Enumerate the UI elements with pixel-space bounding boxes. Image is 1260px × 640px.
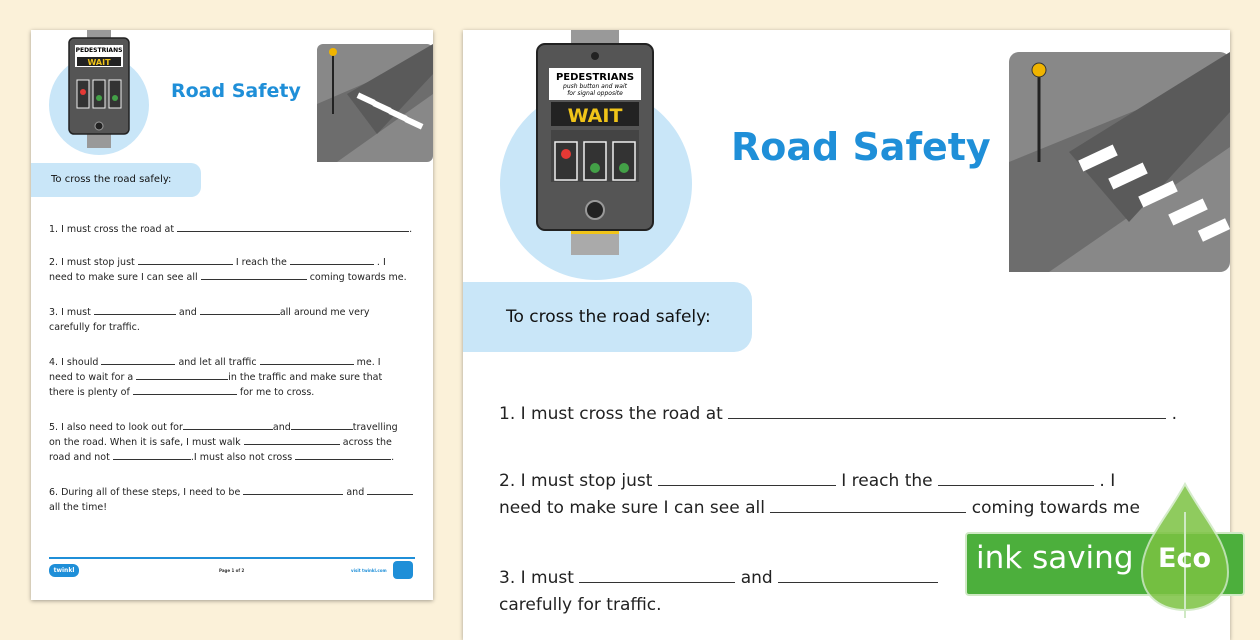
- question-5: 5. I also need to look out for and travelling on the road. When it is safe, I must walk across the road and not .I must also not cross .: [49, 422, 398, 463]
- pedestrian-signal-icon: [535, 30, 655, 255]
- answer-blank[interactable]: [138, 256, 233, 265]
- eco-label: Eco: [1158, 543, 1211, 574]
- question-1: 1. I must cross the road at .: [499, 404, 1178, 424]
- ink-saving-label: ink saving: [976, 540, 1134, 576]
- signal-heading: PEDESTRIANS: [75, 47, 123, 54]
- footer-divider: [49, 557, 415, 559]
- page-title: Road Safety: [171, 80, 301, 102]
- answer-blank[interactable]: [291, 421, 353, 430]
- answer-blank[interactable]: [778, 568, 938, 583]
- twinkl-badge-icon: [393, 561, 413, 579]
- answer-blank[interactable]: [295, 451, 391, 460]
- page-title: Road Safety: [731, 125, 991, 169]
- answer-blank[interactable]: [133, 386, 237, 395]
- answer-blank[interactable]: [183, 421, 273, 430]
- instructions-banner: To cross the road safely:: [463, 282, 752, 352]
- signal-subtext: push button and wait: [563, 83, 627, 90]
- answer-blank[interactable]: [728, 404, 1166, 419]
- answer-blank[interactable]: [113, 451, 191, 460]
- answer-blank[interactable]: [177, 223, 409, 232]
- question-1: 1. I must cross the road at .: [49, 224, 413, 235]
- zebra-crossing-illustration: [317, 44, 433, 162]
- question-4: 4. I should and let all traffic me. I need to wait for a in the traffic and make sure that there is plenty of for me to cross.: [49, 357, 383, 398]
- question-3: 3. I must and carefully for traffic.: [499, 565, 938, 619]
- instructions-banner: To cross the road safely:: [31, 163, 201, 197]
- signal-wait: WAIT: [567, 105, 623, 127]
- questions-list: [49, 222, 413, 515]
- signal-heading: PEDESTRIANS: [555, 72, 635, 83]
- signal-wait: WAIT: [87, 58, 111, 67]
- answer-blank[interactable]: [770, 498, 966, 513]
- pedestrian-signal-icon: [67, 30, 131, 148]
- question-3: 3. I must and all around me very carefully for traffic.: [49, 307, 370, 333]
- answer-blank[interactable]: [136, 371, 228, 380]
- twinkl-logo: twinkl: [49, 564, 79, 577]
- answer-blank[interactable]: [201, 271, 307, 280]
- answer-blank[interactable]: [367, 486, 413, 495]
- answer-blank[interactable]: [101, 356, 175, 365]
- answer-blank[interactable]: [260, 356, 354, 365]
- question-2: 2. I must stop just I reach the . I need to make sure I can see all coming towards me.: [49, 257, 407, 283]
- signal-subtext-2: for signal opposite: [567, 90, 623, 97]
- question-2: 2. I must stop just I reach the . I need to make sure I can see all coming towards me: [499, 471, 1140, 518]
- answer-blank[interactable]: [290, 256, 374, 265]
- zebra-crossing-illustration: [1009, 52, 1230, 272]
- answer-blank[interactable]: [938, 471, 1094, 486]
- worksheet-page-1: [31, 30, 433, 600]
- answer-blank[interactable]: [658, 471, 836, 486]
- page-number: Page 1 of 2: [219, 568, 245, 573]
- answer-blank[interactable]: [579, 568, 735, 583]
- answer-blank[interactable]: [244, 436, 340, 445]
- question-6: 6. During all of these steps, I need to be and all the time!: [49, 485, 413, 515]
- answer-blank[interactable]: [94, 306, 176, 315]
- answer-blank[interactable]: [243, 486, 343, 495]
- footer-url[interactable]: visit twinkl.com: [351, 568, 387, 573]
- answer-blank[interactable]: [200, 306, 280, 315]
